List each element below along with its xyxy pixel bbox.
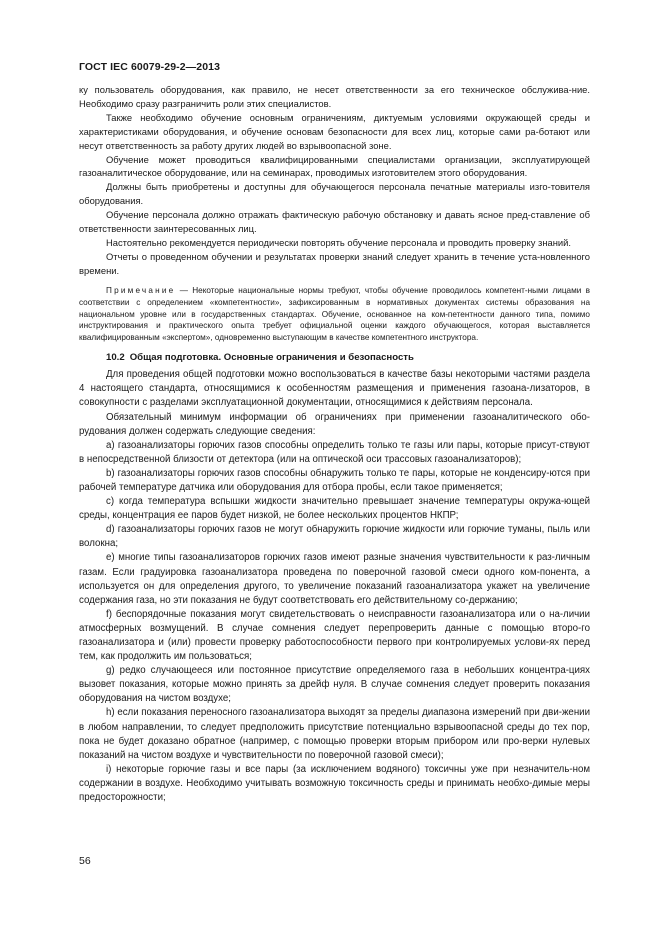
- section-title: Общая подготовка. Основные ограничения и безопасность: [129, 352, 414, 364]
- list-item: g) редко случающееся или постоянное присутствие определяемого газа в небольших концентра-циях вызовет показания, которые можно принять за дрейф нуля. В случае сомнения следует проверить показания оборудования на чистом воздухе;: [79, 665, 590, 705]
- spacer: [79, 278, 590, 285]
- list-item: f) беспорядочные показания могут свидетельствовать о неисправности газоанализатора или о на-личии атмосферных возмущений. В случае сомнения следует перепроверить данные с помощью второ-го газоанализатора и (или) провести проверку работоспособности первого при контролируемых услови-ях перед тем, как продолжить им пользоваться;: [79, 608, 590, 663]
- paragraph: Также необходимо обучение основным ограничениям, диктуемым условиями окружающей среды и характеристиками оборудования, и обучение основам безопасности для всех лиц, которые сами ра-ботают или несут ответственность за работу других людей во взрывоопасной зоне.: [79, 111, 590, 151]
- section-number: 10.2: [106, 352, 125, 364]
- paragraph: Обучение может проводиться квалифицированными специалистами организации, эксплуатирующей газоаналитическое оборудование, или на семинарах, проводимых изготовителем этого оборудования.: [79, 153, 590, 179]
- paragraph: Настоятельно рекомендуется периодически повторять обучение персонала и проводить проверку знаний.: [106, 236, 571, 248]
- note-text: — Некоторые национальные нормы требуют, чтобы обучение проводилось компетент-ными лицами в соответствии с определением «компетентности», зафиксированным в нормативных документах системы образования на национальном уровне или в государственных стандартах. Обучение, основанное на ком-петентности данного типа, помимо инструктирования и практического опыта требует официальной оценки каждого обучающегося, которая выставляется квалифицированным «экспертом», одновременно выступающим в качестве компетентного инструктора.: [79, 285, 590, 343]
- document-body: [79, 83, 590, 805]
- list-item: c) когда температура вспышки жидкости значительно превышает значение температуры окружа-ющей среды, концентрация ее паров будет низкой, не более нескольких процентов НКПР;: [79, 496, 590, 522]
- paragraph: Должны быть приобретены и доступны для обучающегося персонала печатные материалы изго-товителя оборудования.: [79, 181, 590, 207]
- paragraph: ку пользователь оборудования, как правило, не несет ответственности за его техническое обслужива-ние. Необходимо сразу разграничить роли этих специалистов.: [79, 84, 590, 109]
- page-number: 56: [79, 855, 91, 867]
- note: [79, 285, 590, 345]
- section-heading: [79, 351, 590, 365]
- document-header: ГОСТ IEC 60079-29-2—2013: [79, 61, 221, 73]
- list-item: i) некоторые горючие газы и все пары (за исключением водяного) токсичны уже при незначитель-ном содержании в воздухе. Необходимо учитывать возможную токсичность среды и принимать необхо-димые меры предосторожности;: [79, 763, 590, 804]
- paragraph: Отчеты о проведенном обучении и результатах проверки знаний следует хранить в течение уста-новленного времени.: [79, 250, 590, 276]
- paragraph: Обязательный минимум информации об ограничениях при применении газоаналитического обо-рудования должен содержать следующие сведения:: [79, 411, 590, 437]
- note-label: Примечание: [106, 285, 176, 295]
- list-item: d) газоанализаторы горючих газов не могут обнаружить горючие жидкости или горючие туманы, пыль или волокна;: [79, 524, 590, 550]
- list-item: e) многие типы газоанализаторов горючих газов имеют разные значения чувствительности к раз-личным газам. Если градуировка газоанализатора проведена по поверочной газовой смеси одного ком-понента, а используется он для определения другого, то увеличение показаний газоанализатора укажет на увеличение содержания газа, но эти показания не будут соответствовать его действительному со-держанию;: [79, 552, 590, 606]
- list-item: a) газоанализаторы горючих газов способны определить только те газы или пары, которые присут-ствуют в непосредственной близости от детектора (или на оптической оси трассовых газоанализаторов);: [79, 439, 590, 465]
- paragraph: Обучение персонала должно отражать фактическую рабочую обстановку и давать ясное пред-ставление об ответственности заинтересованных лиц.: [79, 209, 590, 235]
- list-item: b) газоанализаторы горючих газов способны обнаружить только те пары, которые не конденсиру-ются при рабочей температуре датчика или оборудования для отбора пробы, если такое применяется;: [79, 467, 590, 493]
- list-item: h) если показания переносного газоанализатора выходят за пределы диапазона измерений при дви-жении в любом направлении, то следует предположить присутствие потенциально взрывоопасной среды до тех пор, пока не будет доказано обратное (например, с помощью проверки вторым прибором или про-верки нулевых показаний на чистом воздухе и чувствительности по поверочной газовой смеси);: [79, 707, 590, 761]
- paragraph: Для проведения общей подготовки можно воспользоваться в качестве базы некоторыми частями раздела 4 настоящего стандарта, относящимися к особенностям размещения и применения газоана-лизаторов, в совокупности с разделами эксплуатационной документации, относящимися к действиям персонала.: [79, 369, 590, 409]
- spacer: [79, 344, 590, 351]
